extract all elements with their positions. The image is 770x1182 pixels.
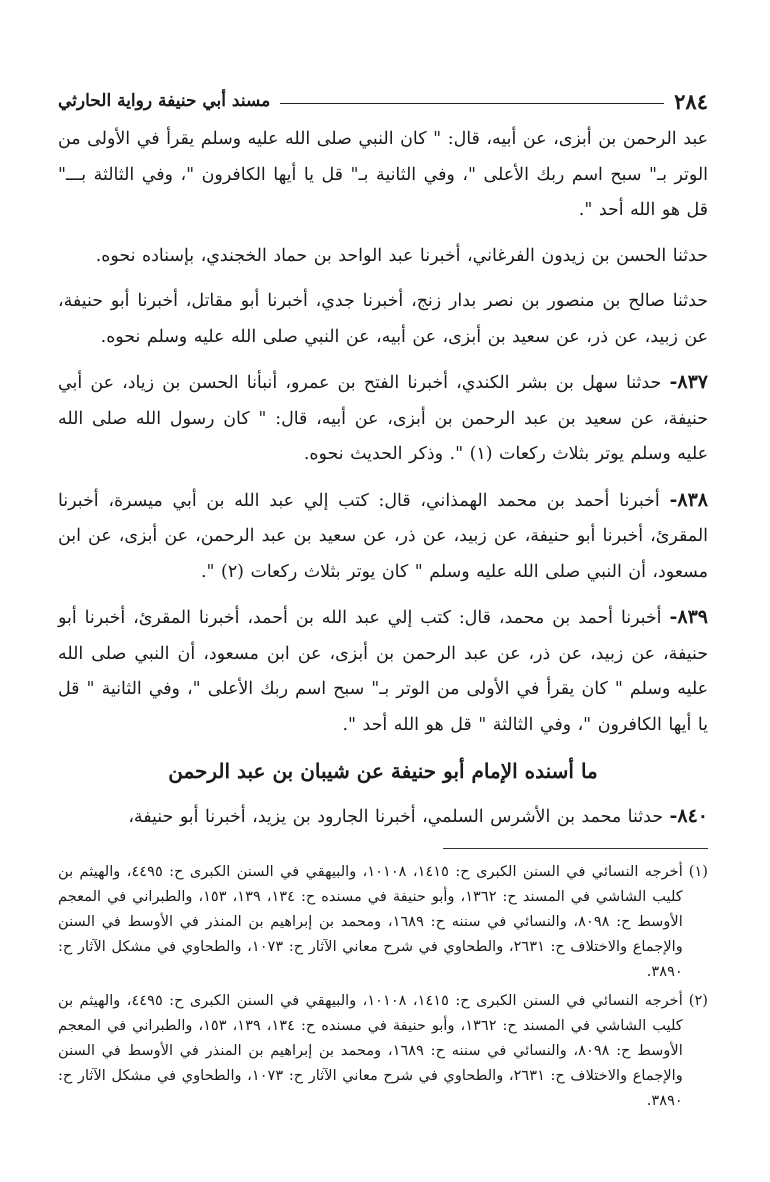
- running-title: مسند أبي حنيفة رواية الحارثي: [58, 91, 271, 111]
- page-header: [58, 84, 708, 118]
- hadith-number: ٨٤٠-: [669, 805, 708, 827]
- hadith-text: حدثنا صالح بن منصور بن نصر بدار زنج، أخبرنا جدي، أخبرنا أبو مقاتل، أخبرنا أبو حنيفة، عن زبيد، عن ذر، عن سعيد بن أبزى، عن أبيه، عن النبي صلى الله عليه وسلم نحوه.: [58, 291, 708, 347]
- footnote-marker: (٢): [688, 991, 708, 1009]
- hadith-text: حدثنا الحسن بن زيدون الفرغاني، أخبرنا عبد الواحد بن حماد الخجندي، بإسناده نحوه.: [95, 245, 708, 266]
- hadith-number: ٨٣٩-: [669, 606, 708, 628]
- footnote-separator: [443, 848, 708, 849]
- book-page: [58, 84, 708, 1117]
- hadith-paragraph: [58, 483, 708, 591]
- hadith-number: ٨٣٧-: [669, 371, 708, 393]
- hadith-text: حدثنا محمد بن الأشرس السلمي، أخبرنا الجارود بن يزيد، أخبرنا أبو حنيفة،: [128, 807, 663, 827]
- section-heading: ما أسنده الإمام أبو حنيفة عن شيبان بن عبد الرحمن: [168, 759, 598, 783]
- footnotes: [58, 859, 708, 1113]
- hadith-paragraph: [58, 122, 708, 229]
- footnote: [58, 859, 708, 984]
- page-number: ٢٨٤: [674, 88, 708, 114]
- hadith-paragraph: [58, 600, 708, 743]
- hadith-text: حدثنا سهل بن بشر الكندي، أخبرنا الفتح بن عمرو، أنبأنا الحسن بن زياد، عن أبي حنيفة، عن سعيد بن عبد الرحمن بن أبزى، عن أبيه، قال: " كان رسول الله صلى الله عليه وسلم يوتر بثلاث ركعات (١) ". وذكر الحديث نحوه.: [58, 373, 708, 464]
- hadith-text: أخبرنا أحمد بن محمد، قال: كتب إلي عبد الله بن أحمد، أخبرنا المقرئ، أخبرنا أبو حنيفة، عن زبيد، عن ذر، عن عبد الرحمن بن أبزى، عن ابن مسعود، أن النبي صلى الله عليه وسلم " كان يقرأ في الأولى من الوتر بـ" سبح اسم ربك الأعلى "، وفي الثانية " قل يا أيها الكافرون "، وفي الثالثة " قل هو الله أحد ".: [58, 608, 708, 735]
- footnote-text: أخرجه النسائي في السنن الكبرى ح: ١٤١٥، ١٠١٠٨، والبيهقي في السنن الكبرى ح: ٤٤٩٥، والهيثم بن كليب الشاشي في المسند ح: ١٣٦٢، وأبو حنيفة في مسنده ح: ١٣٤، ١٣٩، ١٥٣، والطبراني في المعجم الأوسط ح: ٨٠٩٨، والنسائي في سننه ح: ١٦٨٩، ومحمد بن إبراهيم بن المنذر في الأوسط في السنن والإجماع والاختلاف ح: ٢٦٣١، والطحاوي في شرح معاني الآثار ح: ١٠٧٣، والطحاوي في مشكل الآثار ح: ٣٨٩٠.: [58, 991, 683, 1109]
- hadith-paragraph: [58, 799, 708, 836]
- footnote-marker: (١): [688, 862, 708, 880]
- main-text: [58, 122, 708, 836]
- hadith-paragraph: [58, 365, 708, 473]
- hadith-text: عبد الرحمن بن أبزى، عن أبيه، قال: " كان النبي صلى الله عليه وسلم يقرأ في الأولى من الوتر بـ" سبح اسم ربك الأعلى "، وفي الثانية بـ" قل يا أيها الكافرون "، وفي الثالثة بـــ" قل هو الله أحد ".: [58, 129, 708, 220]
- header-rule: [280, 103, 664, 104]
- footnote-text: أخرجه النسائي في السنن الكبرى ح: ١٤١٥، ١٠١٠٨، والبيهقي في السنن الكبرى ح: ٤٤٩٥، والهيثم بن كليب الشاشي في المسند ح: ١٣٦٢، وأبو حنيفة في مسنده ح: ١٣٤، ١٣٩، ١٥٣، والطبراني في المعجم الأوسط ح: ٨٠٩٨، والنسائي في سننه ح: ١٦٨٩، ومحمد بن إبراهيم بن المنذر في الأوسط في السنن والإجماع والاختلاف ح: ٢٦٣١، والطحاوي في شرح معاني الآثار ح: ١٠٧٣، والطحاوي في مشكل الآثار ح: ٣٨٩٠.: [58, 862, 683, 980]
- footnote: [58, 988, 708, 1113]
- hadith-number: ٨٣٨-: [669, 488, 709, 511]
- hadith-paragraph: [58, 239, 708, 275]
- hadith-text: أخبرنا أحمد بن محمد الهمذاني، قال: كتب إلي عبد الله بن أبي ميسرة، أخبرنا المقرئ، أخبرنا أبو حنيفة، عن زبيد، عن ذر، عن سعيد بن عبد الرحمن، عن أبزى، عن ابن مسعود، أن النبي صلى الله عليه وسلم " كان يوتر بثلاث ركعات (٢) ".: [58, 490, 708, 582]
- hadith-paragraph: [58, 284, 708, 355]
